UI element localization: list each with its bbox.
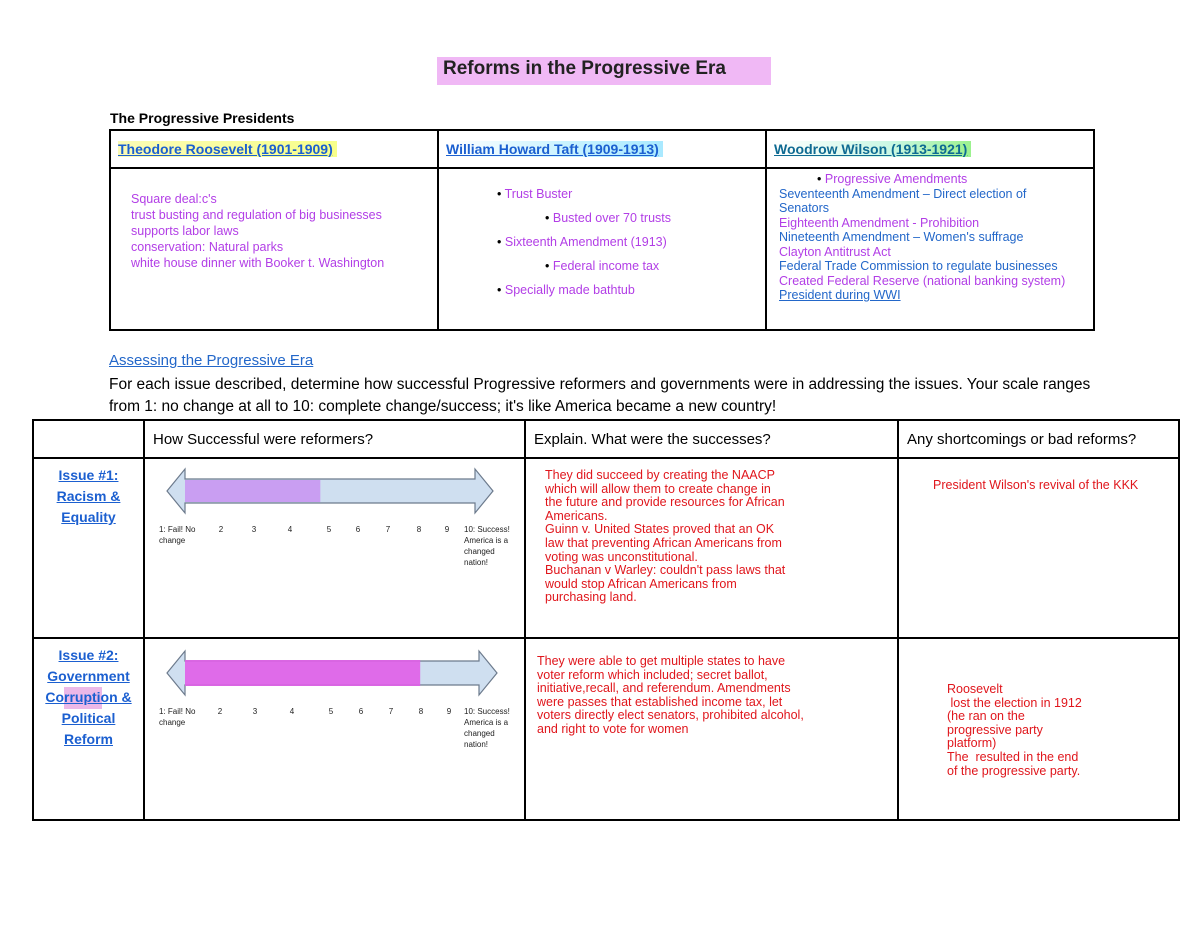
explanation-line: were passes that established income tax, let <box>537 694 783 709</box>
bullet-icon: • <box>497 187 502 201</box>
success-scale <box>145 639 523 817</box>
shortcoming-line: progressive party <box>947 722 1043 737</box>
explanation-line: They did succeed by creating the NAACP <box>545 468 775 482</box>
bullet-icon: • <box>545 259 550 273</box>
list-item: trust busting and regulation of big businesses <box>131 208 382 222</box>
issue-2-scale <box>144 638 525 820</box>
scale-right-label: America is a <box>464 718 509 727</box>
issue-2-label <box>33 638 144 820</box>
shortcoming-line: of the progressive party. <box>947 763 1081 778</box>
list-item: Seventeenth Amendment – Direct election of Senators <box>779 186 1027 215</box>
header-success: How Successful were reformers? <box>144 420 525 458</box>
explanation-line: and right to vote for women <box>537 721 689 736</box>
list-item: Created Federal Reserve (national banking system) <box>779 273 1066 288</box>
issue-2-line: Issue #2: <box>58 647 119 663</box>
scale-tick-label: 4 <box>287 525 293 534</box>
scale-left-label: 1: Fail! No <box>159 525 196 534</box>
explanation-line: voter reform which included; secret ballot, <box>537 667 768 682</box>
rating-fill <box>185 480 320 502</box>
list-item: • Busted over 70 trusts <box>545 211 671 225</box>
explanation-line: Guinn v. United States proved that an OK <box>545 522 775 537</box>
list-item: Eighteenth Amendment - Prohibition <box>779 215 980 230</box>
bullet-icon: • <box>817 172 822 186</box>
list-item: • Trust Buster <box>497 187 573 201</box>
roosevelt-list <box>131 191 384 271</box>
list-item: • Sixteenth Amendment (1913) <box>497 235 667 249</box>
list-item: • Specially made bathtub <box>497 283 635 297</box>
issue-2-line: Government <box>47 668 130 684</box>
bullet-icon: • <box>545 211 550 225</box>
header-shortcomings: Any shortcomings or bad reforms? <box>898 420 1179 458</box>
scale-right-label: nation! <box>464 558 489 567</box>
scale-tick-label: 3 <box>251 525 257 534</box>
issue-2-line: Corruption & <box>45 689 132 705</box>
scale-tick-label: 9 <box>446 707 452 716</box>
list-item: conservation: Natural parks <box>131 240 284 254</box>
issue-1-shortcomings <box>898 458 1179 638</box>
list-item: Federal Trade Commission to regulate businesses <box>779 259 1058 273</box>
scale-left-label: change <box>159 718 186 727</box>
explanation-line: which will allow them to create change in <box>545 481 771 496</box>
taft-header-cell <box>438 130 766 168</box>
scale-tick-label: 5 <box>328 707 334 716</box>
issues-table <box>32 419 1180 821</box>
list-item: supports labor laws <box>131 224 239 238</box>
rating-fill <box>185 660 420 686</box>
scale-right-label: America is a <box>464 536 509 545</box>
explanation-line: would stop African Americans from <box>545 576 737 591</box>
header-explain: Explain. What were the successes? <box>525 420 898 458</box>
issue-1-scale <box>144 458 525 638</box>
explanation-line: purchasing land. <box>545 590 637 605</box>
list-item: • Federal income tax <box>545 259 660 273</box>
scale-tick-label: 5 <box>326 525 332 534</box>
taft-details <box>438 168 766 330</box>
wilson-list <box>779 172 1069 303</box>
scale-tick-label: 8 <box>418 707 424 716</box>
explanation-line: Buchanan v Warley: couldn't pass laws that <box>545 563 786 578</box>
issue-2-shortcomings <box>898 638 1179 820</box>
shortcoming-line: (he ran on the <box>947 709 1025 724</box>
roosevelt-details <box>110 168 438 330</box>
shortcoming-line: lost the election in 1912 <box>947 695 1082 710</box>
issue-1-explanation <box>525 458 898 638</box>
assessing-description: For each issue described, determine how successful Progressive reformers and governments were in addressing the issues. Your scale ranges from 1: no change at all to 10: complete change/success; it's like America became a new country! <box>109 376 1091 415</box>
scale-tick-label: 6 <box>355 525 361 534</box>
scale-tick-label: 2 <box>217 707 223 716</box>
wilson-header-cell <box>766 130 1094 168</box>
list-item: Nineteenth Amendment – Women's suffrage <box>779 230 1024 244</box>
taft-name: William Howard Taft (1909-1913) <box>446 141 663 157</box>
bullet-icon: • <box>497 235 502 249</box>
scale-tick-label: 9 <box>444 525 450 534</box>
scale-tick-label: 3 <box>252 707 258 716</box>
shortcoming-line: Roosevelt <box>947 682 1003 696</box>
scale-tick-label: 4 <box>289 707 295 716</box>
wilson-details <box>766 168 1094 330</box>
scale-left-label: 1: Fail! No <box>159 707 196 716</box>
explanation-line: initiative,recall, and referendum. Amendments <box>537 681 791 696</box>
scale-left-label: change <box>159 536 186 545</box>
issue-2-line: Reform <box>63 731 113 747</box>
explanation-line: the future and provide resources for African <box>545 495 785 510</box>
list-item: • Progressive Amendments <box>817 172 968 186</box>
page-title: Reforms in the Progressive Era <box>443 58 726 79</box>
list-item: white house dinner with Booker t. Washington <box>131 256 385 270</box>
scale-tick-label: 8 <box>416 525 422 534</box>
issue-1-line: Issue #1: <box>58 467 119 483</box>
roosevelt-name: Theodore Roosevelt (1901-1909) <box>118 141 337 157</box>
wilson-name: Woodrow Wilson (1913-1921) <box>774 141 971 157</box>
shortcoming-line: President Wilson's revival of the KKK <box>933 478 1139 492</box>
issue-1-line: Racism & <box>56 488 121 504</box>
list-item: President during WWI <box>779 288 901 302</box>
explanation-line: They were able to get multiple states to have <box>537 654 786 668</box>
list-item: Clayton Antitrust Act <box>779 244 891 259</box>
presidents-heading: The Progressive Presidents <box>110 110 295 126</box>
assessing-heading[interactable]: Assessing the Progressive Era <box>109 352 314 369</box>
issue-2-line: Political <box>61 710 116 726</box>
explanation-line: law that preventing African Americans from <box>545 535 782 550</box>
shortcoming-line: The resulted in the end <box>947 749 1079 764</box>
issue-1-line: Equality <box>61 509 116 525</box>
scale-right-label: changed <box>464 729 495 738</box>
scale-right-label: 10: Success! <box>464 707 510 716</box>
scale-tick-label: 7 <box>388 707 394 716</box>
header-empty <box>33 420 144 458</box>
issue-1-label <box>33 458 144 638</box>
presidents-table <box>109 129 1095 331</box>
scale-tick-label: 6 <box>358 707 364 716</box>
roosevelt-header-cell <box>110 130 438 168</box>
success-scale <box>145 459 523 635</box>
list-item: Square deal:c's <box>131 192 217 206</box>
bullet-icon: • <box>497 283 502 297</box>
scale-right-label: changed <box>464 547 495 556</box>
scale-tick-label: 7 <box>385 525 391 534</box>
scale-right-label: nation! <box>464 740 489 749</box>
issue-2-explanation <box>525 638 898 820</box>
explanation-line: voters directly elect senators, prohibited alcohol, <box>537 708 804 723</box>
scale-right-label: 10: Success! <box>464 525 510 534</box>
explanation-line: Americans. <box>545 508 608 523</box>
scale-tick-label: 2 <box>218 525 224 534</box>
shortcoming-line: platform) <box>947 736 997 751</box>
explanation-line: voting was unconstitutional. <box>545 549 698 564</box>
